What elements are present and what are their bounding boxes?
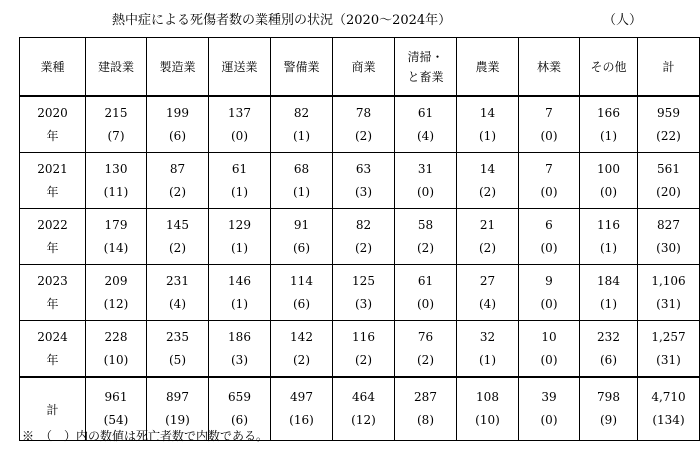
- table-cell: [333, 377, 395, 441]
- cell-deaths: (1): [600, 240, 617, 255]
- table-cell: [580, 377, 638, 441]
- table-cell: [519, 153, 580, 209]
- cell-deaths: (0): [231, 128, 248, 143]
- cell-value: 31: [417, 161, 434, 176]
- header-row: [20, 38, 700, 97]
- cell-value: 2024: [37, 329, 68, 344]
- cell-deaths: (0): [540, 184, 558, 199]
- cell-deaths: (10): [475, 413, 500, 427]
- table-cell: [209, 96, 271, 153]
- cell-value: 897: [166, 390, 189, 404]
- cell-deaths: (5): [169, 352, 186, 367]
- cell-value: 76: [417, 329, 434, 344]
- cell-deaths: (1): [600, 296, 617, 311]
- cell-deaths: (16): [289, 413, 314, 427]
- cell-deaths: (2): [479, 184, 496, 199]
- cell-deaths: (2): [355, 128, 372, 143]
- cell-value: 464: [352, 390, 375, 404]
- column-header-text: 清掃・と畜業: [407, 49, 444, 84]
- cell-deaths: (11): [103, 184, 129, 199]
- table-row: [20, 153, 700, 209]
- column-header-wrap: [395, 38, 457, 97]
- table-cell: [638, 209, 700, 265]
- table-cell: [209, 321, 271, 378]
- cell-deaths: 年: [46, 128, 59, 143]
- cell-value: 228: [104, 329, 128, 344]
- data-rows: [20, 96, 700, 377]
- table-cell: [580, 321, 638, 378]
- cell-deaths: (0): [417, 184, 434, 199]
- table-cell: [147, 265, 209, 321]
- cell-value: 78: [355, 105, 372, 120]
- cell-value: 87: [169, 161, 186, 176]
- cell-value: 215: [104, 105, 128, 120]
- table-cell: [271, 377, 333, 441]
- table-row: [20, 96, 700, 153]
- statistics-table: [19, 37, 700, 441]
- table-cell: [333, 153, 395, 209]
- cell-deaths: (12): [103, 296, 129, 311]
- cell-deaths: (0): [600, 184, 617, 199]
- cell-value: 68: [293, 161, 310, 176]
- cell-value: 961: [104, 390, 128, 404]
- cell-deaths: 年: [46, 296, 59, 311]
- cell-deaths: (14): [103, 240, 129, 255]
- cell-value: 14: [479, 105, 496, 120]
- cell-value: 63: [355, 161, 372, 176]
- cell-value: 82: [355, 217, 372, 232]
- table-cell: [519, 321, 580, 378]
- table-row: [20, 209, 700, 265]
- unit-label: （人）: [603, 13, 643, 28]
- cell-value: 561: [657, 161, 680, 176]
- table-cell: [333, 321, 395, 378]
- column-header: 建設業: [86, 38, 147, 97]
- cell-value: 100: [597, 161, 620, 176]
- table-row: [20, 265, 700, 321]
- cell-value: 137: [228, 105, 251, 120]
- table-cell: [580, 153, 638, 209]
- cell-deaths: (1): [231, 240, 248, 255]
- cell-value: 14: [479, 161, 496, 176]
- table-cell: [519, 96, 580, 153]
- cell-deaths: (2): [169, 184, 186, 199]
- cell-value: 125: [352, 273, 375, 288]
- cell-deaths: (2): [417, 240, 434, 255]
- cell-deaths: (6): [600, 352, 617, 367]
- cell-deaths: (2): [169, 240, 186, 255]
- cell-deaths: (1): [479, 352, 496, 367]
- cell-value: 21: [479, 217, 496, 232]
- cell-deaths: (3): [231, 352, 248, 367]
- cell-value: 497: [290, 390, 313, 404]
- table-cell: [519, 209, 580, 265]
- table-cell: [457, 153, 519, 209]
- cell-deaths: (3): [355, 296, 372, 311]
- cell-deaths: (19): [165, 413, 190, 427]
- cell-value: 61: [417, 105, 434, 120]
- cell-deaths: (1): [293, 184, 310, 199]
- cell-deaths: (6): [293, 296, 310, 311]
- cell-deaths: (2): [417, 352, 434, 367]
- cell-value: 114: [290, 273, 313, 288]
- cell-value: 108: [476, 390, 499, 404]
- table-cell: [333, 96, 395, 153]
- cell-value: 10: [541, 329, 557, 344]
- column-header: 商業: [333, 38, 395, 97]
- cell-deaths: (31): [656, 296, 681, 311]
- table-cell: [20, 153, 86, 209]
- cell-value: 959: [657, 105, 680, 120]
- table-cell: [395, 265, 457, 321]
- table-cell: [20, 321, 86, 378]
- cell-deaths: (31): [656, 352, 681, 367]
- table-cell: [580, 96, 638, 153]
- column-header: 警備業: [271, 38, 333, 97]
- table-cell: [457, 377, 519, 441]
- column-header: 計: [638, 38, 700, 97]
- cell-deaths: (2): [293, 352, 310, 367]
- cell-value: 129: [228, 217, 251, 232]
- cell-value: 6: [545, 217, 553, 232]
- table-cell: [457, 96, 519, 153]
- cell-value: 39: [541, 390, 557, 404]
- cell-deaths: (4): [417, 128, 434, 143]
- column-header: 運送業: [209, 38, 271, 97]
- table-cell: [271, 265, 333, 321]
- cell-deaths: (1): [293, 128, 310, 143]
- cell-value: 32: [479, 329, 496, 344]
- table-cell: [209, 153, 271, 209]
- cell-value: 61: [231, 161, 248, 176]
- table-cell: [20, 265, 86, 321]
- cell-value: 231: [166, 273, 189, 288]
- cell-value: 1,257: [651, 329, 686, 344]
- cell-value: 4,710: [651, 390, 686, 404]
- cell-value: 2020: [37, 105, 68, 120]
- cell-value: 235: [166, 329, 189, 344]
- cell-value: 82: [293, 105, 310, 120]
- cell-deaths: (1): [231, 184, 248, 199]
- cell-deaths: (0): [417, 296, 434, 311]
- table-cell: [20, 209, 86, 265]
- cell-value: 659: [228, 390, 251, 404]
- cell-deaths: (20): [656, 184, 681, 199]
- column-header: 林業: [519, 38, 580, 97]
- cell-deaths: (12): [351, 413, 376, 427]
- cell-value: 798: [597, 390, 620, 404]
- cell-deaths: (9): [600, 413, 617, 427]
- table-cell: [638, 321, 700, 378]
- table-cell: [333, 209, 395, 265]
- cell-value: 2022: [37, 217, 68, 232]
- cell-value: 27: [479, 273, 496, 288]
- cell-deaths: (8): [417, 413, 434, 427]
- table-cell: [86, 209, 147, 265]
- cell-deaths: (2): [479, 240, 496, 255]
- cell-deaths: (134): [652, 413, 685, 427]
- cell-value: 199: [166, 105, 189, 120]
- table-cell: [395, 377, 457, 441]
- cell-deaths: (1): [600, 128, 617, 143]
- cell-value: 58: [417, 217, 434, 232]
- cell-deaths: (10): [103, 352, 129, 367]
- table-cell: [395, 153, 457, 209]
- table-cell: [271, 209, 333, 265]
- cell-deaths: (4): [169, 296, 186, 311]
- table-cell: [86, 321, 147, 378]
- cell-deaths: 年: [46, 184, 59, 199]
- cell-value: 91: [293, 217, 310, 232]
- table-cell: [638, 377, 700, 441]
- cell-value: 166: [597, 105, 620, 120]
- cell-deaths: (0): [540, 128, 558, 143]
- table-cell: [638, 96, 700, 153]
- table-cell: [209, 265, 271, 321]
- cell-deaths: (30): [656, 240, 681, 255]
- table-cell: [395, 96, 457, 153]
- table-cell: [147, 209, 209, 265]
- table-cell: [209, 209, 271, 265]
- cell-deaths: 年: [46, 352, 59, 367]
- title-bar: [0, 10, 700, 32]
- cell-value: 7: [545, 105, 553, 120]
- cell-value: 9: [545, 273, 553, 288]
- cell-value: 130: [104, 161, 128, 176]
- cell-value: 179: [104, 217, 128, 232]
- cell-deaths: (1): [231, 296, 248, 311]
- cell-value: 61: [417, 273, 434, 288]
- cell-deaths: (3): [355, 184, 372, 199]
- cell-value: 2021: [37, 161, 68, 176]
- table-cell: [271, 321, 333, 378]
- cell-value: 232: [597, 329, 620, 344]
- table-cell: [638, 265, 700, 321]
- document-title: 熱中症による死傷者数の業種別の状況（2020～2024年）: [112, 13, 452, 28]
- cell-deaths: (0): [540, 352, 558, 367]
- table-cell: [519, 377, 580, 441]
- table-cell: [86, 96, 147, 153]
- table-cell: [580, 209, 638, 265]
- cell-value: 145: [166, 217, 189, 232]
- cell-value: 1,106: [651, 273, 686, 288]
- table-cell: [519, 265, 580, 321]
- cell-deaths: (0): [540, 296, 558, 311]
- corner-header: 業種: [20, 38, 86, 97]
- table-cell: [457, 321, 519, 378]
- table-cell: [86, 153, 147, 209]
- total-label: 計: [20, 377, 86, 441]
- column-header: 製造業: [147, 38, 209, 97]
- cell-deaths: (7): [107, 128, 125, 143]
- cell-deaths: 年: [46, 240, 59, 255]
- cell-value: 209: [104, 273, 128, 288]
- cell-value: 116: [352, 329, 375, 344]
- table-cell: [147, 96, 209, 153]
- table-cell: [333, 265, 395, 321]
- cell-value: 2023: [37, 273, 68, 288]
- cell-deaths: (2): [355, 352, 372, 367]
- cell-deaths: (1): [479, 128, 496, 143]
- cell-deaths: (54): [103, 413, 129, 427]
- table-cell: [457, 265, 519, 321]
- column-header: 農業: [457, 38, 519, 97]
- cell-deaths: (22): [656, 128, 681, 143]
- table-cell: [395, 209, 457, 265]
- cell-value: 287: [414, 390, 437, 404]
- cell-deaths: (0): [540, 413, 558, 427]
- table-cell: [147, 153, 209, 209]
- table-cell: [580, 265, 638, 321]
- cell-value: 142: [290, 329, 313, 344]
- table-cell: [271, 96, 333, 153]
- table-row: [20, 321, 700, 378]
- table-cell: [147, 321, 209, 378]
- cell-value: 186: [228, 329, 251, 344]
- cell-deaths: (6): [231, 413, 248, 427]
- cell-deaths: (0): [540, 240, 558, 255]
- table-cell: [86, 265, 147, 321]
- column-header: その他: [580, 38, 638, 97]
- cell-value: 146: [228, 273, 251, 288]
- cell-deaths: (4): [479, 296, 496, 311]
- table-cell: [457, 209, 519, 265]
- cell-value: 827: [657, 217, 680, 232]
- footnote: ※ （ ）内の数値は死亡者数で内数である。: [22, 429, 269, 443]
- table-cell: [395, 321, 457, 378]
- cell-deaths: (6): [293, 240, 310, 255]
- cell-deaths: (2): [355, 240, 372, 255]
- cell-deaths: (6): [169, 128, 186, 143]
- table-cell: [638, 153, 700, 209]
- table-cell: [271, 153, 333, 209]
- cell-value: 116: [597, 217, 620, 232]
- cell-value: 184: [597, 273, 620, 288]
- table-cell: [20, 96, 86, 153]
- cell-value: 7: [545, 161, 553, 176]
